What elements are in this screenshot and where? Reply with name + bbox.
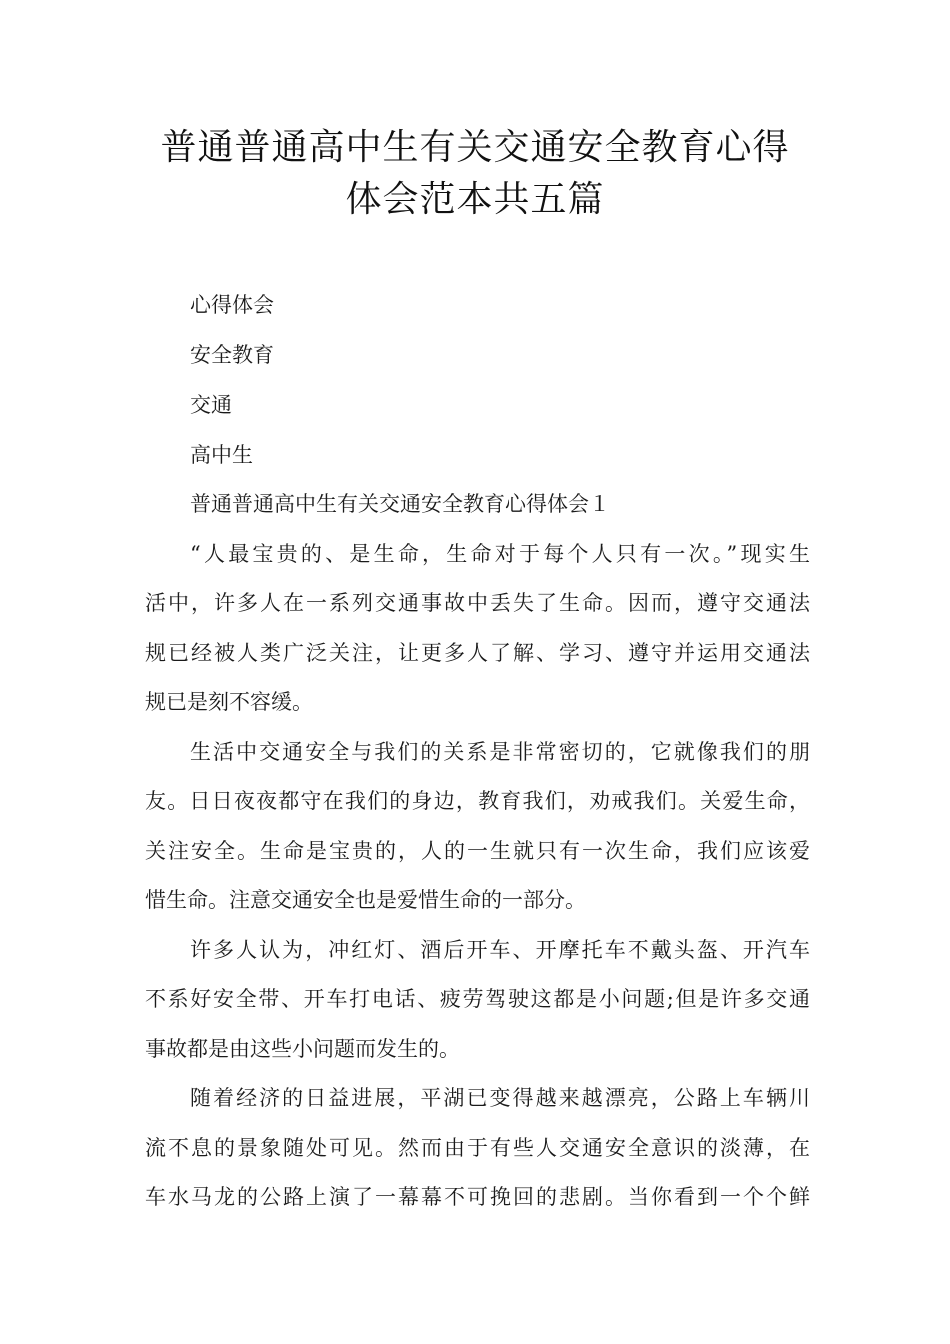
keyword-item: 安全教育 [190,343,274,367]
title-line-2: 体会范本共五篇 [345,179,605,220]
keyword-item: 交通 [190,393,232,417]
paragraph-line: 事故都是由这些小问题而发生的。 [145,1036,460,1061]
paragraph-line: 规已经被人类广泛关注，让更多人了解、学习、遵守并运用交通法 [145,640,810,665]
keyword-item: 心得体会 [190,293,274,317]
paragraph-line: 许多人认为，冲红灯、酒后开车、开摩托车不戴头盔、开汽车 [190,937,810,962]
paragraph-4 [145,1074,810,1223]
document-body [145,480,810,1223]
paragraph-line: 车水马龙的公路上演了一幕幕不可挽回的悲剧。当你看到一个个鲜 [145,1185,810,1209]
keyword-item: 高中生 [190,443,253,467]
paragraph-line: 关注安全。生命是宝贵的，人的一生就只有一次生命，我们应该爱 [145,838,810,863]
paragraph-line: “人最宝贵的、是生命，生命对于每个人只有一次。”现实生 [190,541,810,566]
paragraph-line: 生活中交通安全与我们的关系是非常密切的，它就像我们的朋 [190,739,810,764]
paragraph-line: 友。日日夜夜都守在我们的身边，教育我们，劝戒我们。关爱生命， [145,789,810,813]
paragraph-line: 惜生命。注意交通安全也是爱惜生命的一部分。 [145,888,586,912]
keyword-list [190,280,274,480]
paragraph-2 [145,728,810,926]
section-heading: 普通普通高中生有关交通安全教育心得体会１ [190,492,610,516]
paragraph-line: 规已是刻不容缓。 [145,690,313,714]
title-line-1: 普通普通高中生有关交通安全教育心得 [160,127,790,168]
paragraph-3 [145,926,810,1075]
paragraph-1 [145,530,810,728]
paragraph-line: 流不息的景象随处可见。然而由于有些人交通安全意识的淡薄，在 [145,1135,810,1160]
document-title [100,122,850,226]
paragraph-line: 活中，许多人在一系列交通事故中丢失了生命。因而，遵守交通法 [145,591,810,615]
paragraph-line: 不系好安全带、开车打电话、疲劳驾驶这都是小问题;但是许多交通 [145,987,810,1011]
paragraph-line: 随着经济的日益进展，平湖已变得越来越漂亮，公路上车辆川 [190,1086,810,1110]
